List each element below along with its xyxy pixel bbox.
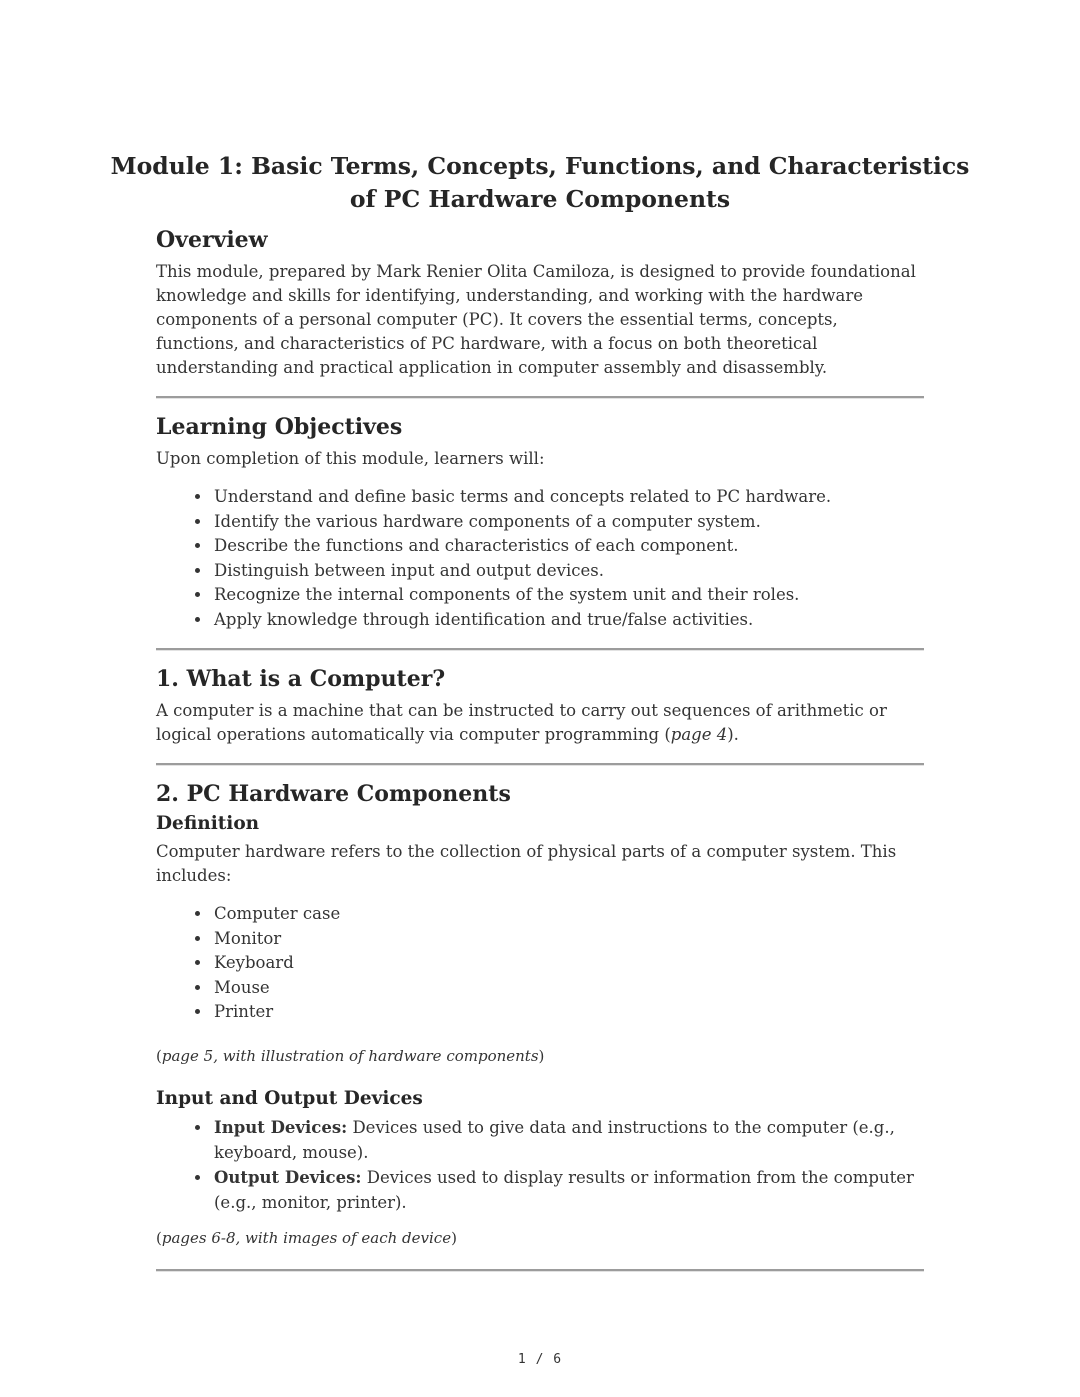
list-item: • Understand and define basic terms and concepts related to PC hardware. (212, 485, 924, 510)
overview-paragraph: This module, prepared by Mark Renier Olita Camiloza, is designed to provide foundational knowledge and skills for identifying, understanding, and working with the hardware components of a personal computer (PC). It covers the essential terms, concepts, functions, and characteristics of PC hardware, with a focus on both theoretical understanding and practical application in computer assembly and disassembly. (156, 262, 916, 377)
section-divider (156, 763, 924, 766)
list-item: • Computer case (212, 902, 924, 927)
citation-text: page 5, with illustration of hardware components (161, 1046, 539, 1065)
list-item (212, 1165, 924, 1215)
definition-paragraph: Computer hardware refers to the collection of physical parts of a computer system. This includes: (156, 842, 897, 885)
paragraph-text: A computer is a machine that can be instructed to carry out sequences of arithmetic or logical operations automatically via computer programming ( (156, 701, 887, 744)
citation-paren-open: ( (156, 1046, 162, 1065)
page-title-line-1: Module 1: Basic Terms, Concepts, Functions, and Characteristics (110, 152, 970, 180)
term-label: Input Devices: (214, 1117, 348, 1137)
list-item: • Printer (212, 1000, 924, 1025)
list-item: • Identify the various hardware components of a computer system. (212, 510, 924, 535)
definition-heading: Definition (156, 813, 260, 834)
page-title-line-2: of PC Hardware Components (349, 185, 731, 213)
learning-objectives-list (156, 485, 924, 632)
term-description: Devices used to display results or information from the computer (e.g., monitor, printer). (214, 1167, 914, 1212)
citation-paren-close: ) (538, 1046, 545, 1065)
citation-paren-open: ( (156, 1228, 162, 1247)
pc-hardware-components-heading: 2. PC Hardware Components (156, 781, 511, 807)
page-title (110, 150, 970, 216)
list-item: • Mouse (212, 976, 924, 1001)
term-label: Output Devices: (214, 1167, 362, 1187)
io-devices-list (156, 1115, 924, 1215)
term-description: Devices used to give data and instructions to the computer (e.g., keyboard, mouse). (214, 1117, 895, 1162)
hardware-components-list (156, 902, 924, 1025)
section-divider (156, 648, 924, 651)
list-item: • Monitor (212, 927, 924, 952)
learning-objectives-heading: Learning Objectives (156, 414, 403, 440)
list-item (212, 1115, 924, 1165)
paragraph-text: ). (727, 725, 739, 744)
learning-objectives-intro: Upon completion of this module, learners will: (156, 449, 545, 468)
overview-heading: Overview (156, 227, 268, 253)
what-is-computer-paragraph (156, 699, 924, 747)
definition-citation (156, 1045, 924, 1067)
list-item: • Apply knowledge through identification and true/false activities. (212, 608, 924, 633)
list-item: • Distinguish between input and output devices. (212, 559, 924, 584)
list-item: • Recognize the internal components of the system unit and their roles. (212, 583, 924, 608)
page-reference: page 4 (670, 725, 728, 744)
list-item: • Describe the functions and characteristics of each component. (212, 534, 924, 559)
list-item: • Keyboard (212, 951, 924, 976)
section-divider (156, 396, 924, 399)
section-divider (156, 1269, 924, 1272)
io-devices-heading: Input and Output Devices (156, 1087, 423, 1109)
page-number: 1 / 6 (517, 1352, 563, 1367)
citation-text: pages 6-8, with images of each device (161, 1228, 452, 1247)
citation-paren-close: ) (451, 1228, 457, 1247)
what-is-computer-heading: 1. What is a Computer? (156, 666, 446, 692)
io-devices-citation (156, 1227, 924, 1249)
document-content (110, 0, 970, 1272)
